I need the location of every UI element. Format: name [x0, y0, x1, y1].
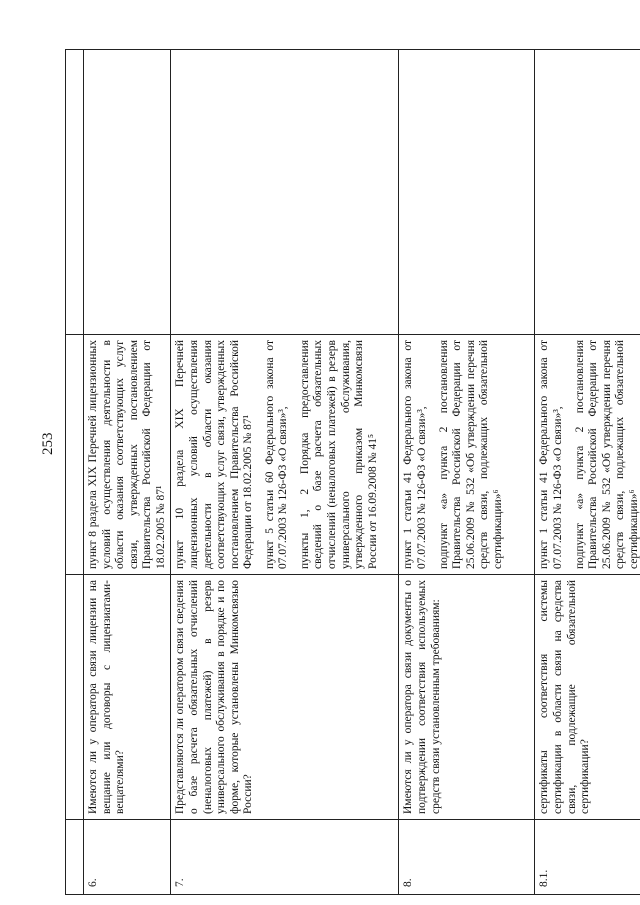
legal-reference: пункт 8 раздела XIX Перечней лицензионных условий осуществления деятельности в области оказания соответствующих услуг связи, утвержденных постановлением Правительства Российской Федерации от 18.02.2005 № 87¹	[87, 340, 167, 569]
row-number: 8.1.	[535, 820, 640, 895]
table-row	[171, 50, 399, 895]
reference-cell	[84, 335, 171, 575]
table-row	[535, 50, 640, 895]
legal-reference: пункт 1 статьи 41 Федерального закона от 07.07.2003 № 126-ФЗ «О связи»³,	[538, 340, 564, 569]
reference-cell	[399, 335, 535, 575]
legal-reference: пункт 1 статьи 41 Федерального закона от 07.07.2003 № 126-ФЗ «О связи»³,	[402, 340, 428, 569]
legal-reference: пункты 1, 2 Порядка предоставления сведений о базе расчета обязательных отчислений (неналоговых платежей) в резерв универсального обслуживания, утвержденного приказом Минкомсвязи России от 16.09.2008 № 41⁵	[298, 340, 379, 569]
checklist-table	[65, 49, 640, 895]
page-number: 253	[40, 432, 56, 455]
legal-reference: подпункт «а» пункта 2 постановления Правительства Российской Федерации от 25.06.2009 № 532 «Об утверждении перечня средств связи, подлежащих обязательной сертификации»⁶	[437, 340, 504, 569]
question-cell: Представляются ли оператором связи сведения о базе расчета обязательных отчислений (неналоговых платежей) в резерв универсального обслуживания в порядке и по форме, которые установлены Минкомсвязью России?	[171, 575, 399, 820]
checklist-sheet	[65, 50, 640, 895]
question-cell: Имеются ли у оператора связи документы о подтверждении соответствия используемых средств связи установленным требованиям:	[399, 575, 535, 820]
result-cell	[171, 50, 399, 335]
legal-reference: пункт 10 раздела XIX Перечней лицензионных условий осуществления деятельности в области оказания соответствующих услуг связи, утвержденных постановлением Правительства Российской Федерации от 18.02.2005 № 87¹	[174, 340, 255, 569]
result-cell	[399, 50, 535, 335]
table-row	[399, 50, 535, 895]
table-row	[84, 50, 171, 895]
legal-reference: подпункт «а» пункта 2 постановления Правительства Российской Федерации от 25.06.2009 № 532 «Об утверждении перечня средств связи, подлежащих обязательной сертификации»⁶	[573, 340, 640, 569]
row-number: 8.	[399, 820, 535, 895]
question-cell: Имеются ли у оператора связи лицензии на вещание или договоры с лицензиатами-вещателями?	[84, 575, 171, 820]
result-cell	[535, 50, 640, 335]
question-cell: сертификаты соответствия системы сертификации в области связи на средства связи, подлежащие обязательной сертификации?	[535, 575, 640, 820]
table-top-strip	[66, 50, 84, 895]
reference-cell	[171, 335, 399, 575]
row-number: 7.	[171, 820, 399, 895]
result-cell	[84, 50, 171, 335]
row-number: 6.	[84, 820, 171, 895]
reference-cell	[535, 335, 640, 575]
legal-reference: пункт 5 статьи 60 Федерального закона от 07.07.2003 № 126-ФЗ «О связи»³,	[263, 340, 290, 569]
